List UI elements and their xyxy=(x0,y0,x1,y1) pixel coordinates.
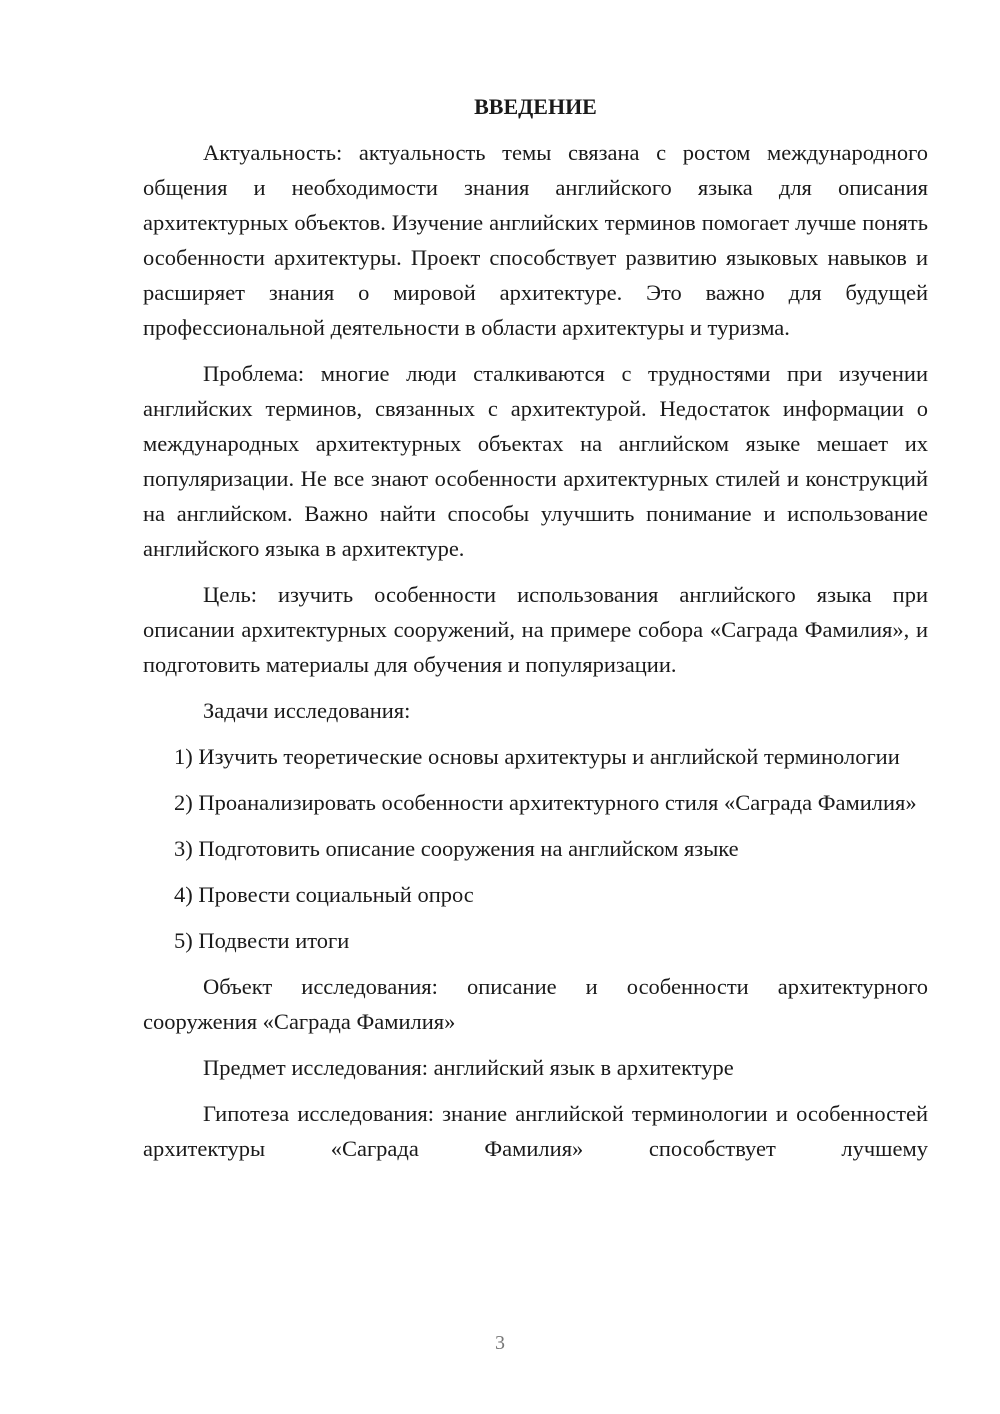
paragraph-subject: Предмет исследования: английский язык в архитектуре xyxy=(203,1055,734,1080)
task-item-4: 4) Провести социальный опрос xyxy=(174,882,474,907)
task-item-3: 3) Подготовить описание сооружения на английском языке xyxy=(174,836,739,861)
task-item-5: 5) Подвести итоги xyxy=(174,928,350,953)
paragraph-problem: Проблема: многие люди сталкиваются с трудностями при изучении английских терминов, связанных с архитектурой. Недостаток информации о международных архитектурных объектах на английском языке мешает их популяризации. Не все знают особенности архитектурных стилей и конструкций на английском. Важно найти способы улучшить понимание и использование английского языка в архитектуре. xyxy=(143,361,928,561)
task-item-2: 2) Проанализировать особенности архитектурного стиля «Саграда Фамилия» xyxy=(174,790,917,815)
section-title: ВВЕДЕНИЕ xyxy=(474,94,597,119)
paragraph-relevance: Актуальность: актуальность темы связана с ростом международного общения и необходимости знания английского языка для описания архитектурных объектов. Изучение английских терминов помогает лучше понять особенности архитектуры. Проект способствует развитию языковых навыков и расширяет знания о мировой архитектуре. Это важно для будущей профессиональной деятельности в области архитектуры и туризма. xyxy=(143,140,928,340)
page-number: 3 xyxy=(495,1332,505,1354)
paragraph-goal: Цель: изучить особенности использования английского языка при описании архитектурных сооружений, на примере собора «Саграда Фамилия», и подготовить материалы для обучения и популяризации. xyxy=(143,582,928,677)
document-page xyxy=(143,92,928,1177)
paragraph-object: Объект исследования: описание и особенности архитектурного сооружения «Саграда Фамилия» xyxy=(143,974,928,1034)
task-item-1: 1) Изучить теоретические основы архитектуры и английской терминологии xyxy=(174,744,900,769)
tasks-heading: Задачи исследования: xyxy=(203,698,411,723)
paragraph-hypothesis: Гипотеза исследования: знание английской терминологии и особенностей архитектуры «Саграда Фамилия» способствует лучшему xyxy=(143,1101,928,1161)
